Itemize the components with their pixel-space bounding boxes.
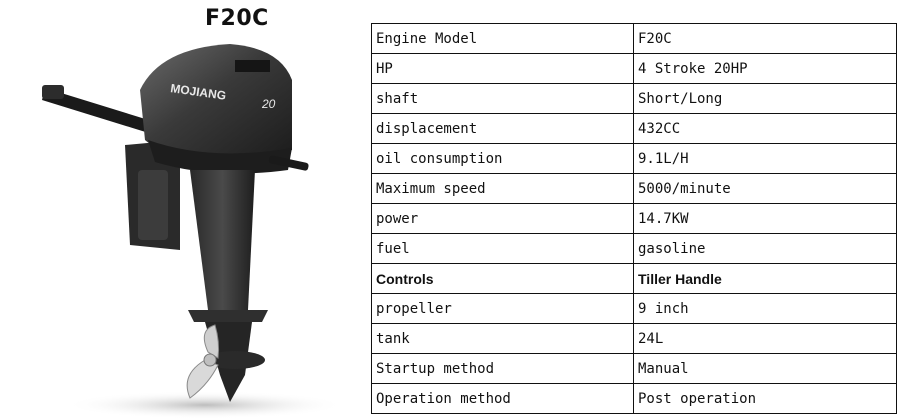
table-row (372, 324, 897, 354)
spec-value: 432CC (634, 114, 897, 144)
table-row (372, 24, 897, 54)
spec-label: oil consumption (372, 144, 634, 174)
table-row (372, 54, 897, 84)
spec-value: Post operation (634, 384, 897, 414)
spec-label: tank (372, 324, 634, 354)
table-row (372, 354, 897, 384)
spec-label: shaft (372, 84, 634, 114)
spec-label: Startup method (372, 354, 634, 384)
spec-table (371, 23, 897, 414)
spec-value: 5000/minute (634, 174, 897, 204)
table-row (372, 174, 897, 204)
spec-value: 4 Stroke 20HP (634, 54, 897, 84)
table-row (372, 264, 897, 294)
table-row (372, 384, 897, 414)
brand-label: MOJIANG (169, 81, 228, 103)
spec-value: gasoline (634, 234, 897, 264)
spec-label: displacement (372, 114, 634, 144)
spec-label: Operation method (372, 384, 634, 414)
spec-label: propeller (372, 294, 634, 324)
spec-label: Maximum speed (372, 174, 634, 204)
product-title: F20C (205, 6, 269, 31)
spec-value: 24L (634, 324, 897, 354)
spec-label: Engine Model (372, 24, 634, 54)
table-row (372, 84, 897, 114)
spec-value: F20C (634, 24, 897, 54)
spec-value: Tiller Handle (634, 264, 897, 294)
table-row (372, 204, 897, 234)
spec-value: 9.1L/H (634, 144, 897, 174)
spec-label: power (372, 204, 634, 234)
hp-badge: 20 (262, 97, 276, 111)
table-row (372, 114, 897, 144)
spec-label: Controls (372, 264, 634, 294)
spec-label: fuel (372, 234, 634, 264)
table-row (372, 234, 897, 264)
spec-value: Short/Long (634, 84, 897, 114)
spec-value: 14.7KW (634, 204, 897, 234)
spec-value: Manual (634, 354, 897, 384)
table-row (372, 144, 897, 174)
outboard-engine-image (30, 30, 350, 420)
table-row (372, 294, 897, 324)
spec-value: 9 inch (634, 294, 897, 324)
spec-label: HP (372, 54, 634, 84)
